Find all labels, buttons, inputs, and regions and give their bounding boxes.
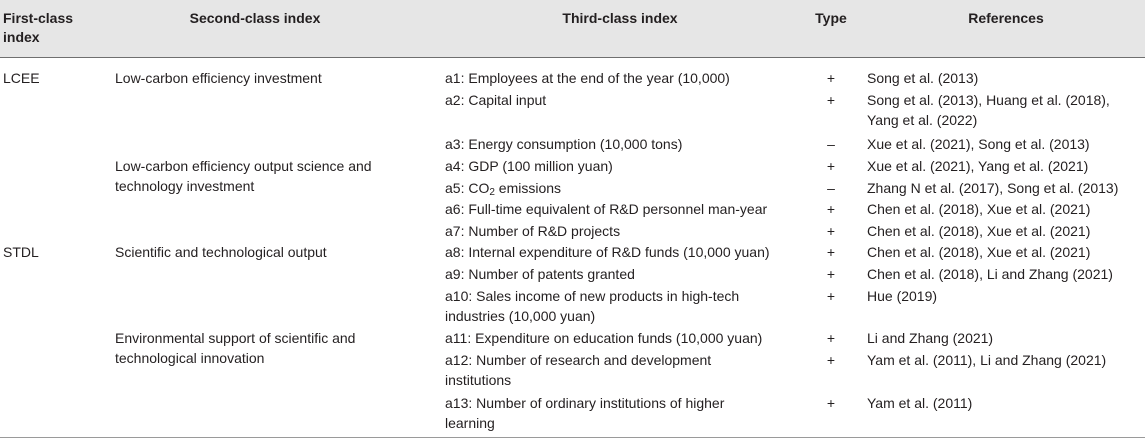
type-a7: +: [826, 223, 836, 239]
third-class-line: industries (10,000 yuan): [445, 308, 596, 324]
third-class-a12: [445, 350, 711, 390]
second-class-line: Environmental support of scientific and: [115, 330, 356, 346]
type-a6: +: [826, 201, 836, 217]
references-a11: Li and Zhang (2021): [867, 330, 994, 346]
first-class-lcee: LCEE: [3, 70, 40, 86]
third-class-line: institutions: [445, 372, 512, 388]
header-first-class-line1: First-class: [3, 10, 74, 26]
references-a7: Chen et al. (2018), Xue et al. (2021): [867, 223, 1091, 239]
third-class-line: a13: Number of ordinary institutions of higher: [445, 395, 725, 411]
third-class-a5: [445, 178, 561, 198]
second-class-line: Low-carbon efficiency output science and: [115, 158, 372, 174]
references-a5: Zhang N et al. (2017), Song et al. (2013): [867, 180, 1119, 196]
header-first-class-line2: index: [3, 29, 40, 45]
references-a12: Yam et al. (2011), Li and Zhang (2021): [867, 352, 1107, 368]
third-class-a6: a6: Full-time equivalent of R&D personnel man-year: [445, 201, 768, 217]
type-a4: +: [826, 158, 836, 174]
header-first-class: [3, 9, 73, 47]
third-class-a7: a7: Number of R&D projects: [445, 223, 621, 239]
references-a13: Yam et al. (2011): [867, 395, 973, 411]
second-class-tech-output: Scientific and technological output: [115, 244, 327, 260]
third-class-a8: a8: Internal expenditure of R&D funds (10,000 yuan): [445, 244, 770, 260]
type-a8: +: [826, 244, 836, 260]
references-a8: Chen et al. (2018), Xue et al. (2021): [867, 244, 1091, 260]
type-a10: +: [826, 288, 836, 304]
references-a2: [867, 90, 1110, 130]
type-a11: +: [826, 330, 836, 346]
type-a13: +: [826, 395, 836, 411]
second-class-line: technological innovation: [115, 350, 265, 366]
header-type: Type: [815, 10, 847, 26]
third-class-a5-subscript: 2: [489, 187, 495, 198]
second-class-low-carbon-output: [115, 156, 372, 196]
table-bottom-rule: [0, 437, 1145, 438]
references-a1: Song et al. (2013): [867, 70, 979, 86]
third-class-a1: a1: Employees at the end of the year (10,000): [445, 70, 730, 86]
reference-line: Yang et al. (2022): [867, 112, 978, 128]
references-a3: Xue et al. (2021), Song et al. (2013): [867, 136, 1090, 152]
third-class-a3: a3: Energy consumption (10,000 tons): [445, 136, 683, 152]
header-third-class: Third-class index: [562, 10, 678, 26]
third-class-line: learning: [445, 415, 495, 431]
type-a2: +: [826, 92, 836, 108]
first-class-stdl: STDL: [3, 244, 39, 260]
third-class-a5-prefix: a5: CO: [445, 180, 490, 196]
second-class-environmental-support: [115, 328, 355, 368]
references-a10: Hue (2019): [867, 288, 938, 304]
third-class-line: a10: Sales income of new products in high-tech: [445, 288, 740, 304]
third-class-line: a12: Number of research and development: [445, 352, 712, 368]
header-references: References: [968, 10, 1044, 26]
references-a4: Xue et al. (2021), Yang et al. (2021): [867, 158, 1089, 174]
references-a9: Chen et al. (2018), Li and Zhang (2021): [867, 266, 1113, 282]
type-a1: +: [826, 70, 836, 86]
type-a5: –: [827, 180, 835, 196]
header-second-class: Second-class index: [189, 10, 321, 26]
type-a3: –: [827, 136, 835, 152]
third-class-a9: a9: Number of patents granted: [445, 266, 635, 282]
second-class-low-carbon-investment: Low-carbon efficiency investment: [115, 70, 322, 86]
third-class-a5-suffix: emissions: [494, 180, 562, 196]
reference-line: Song et al. (2013), Huang et al. (2018),: [867, 92, 1110, 108]
third-class-a10: [445, 286, 739, 326]
type-a12: +: [826, 352, 836, 368]
third-class-a13: [445, 393, 724, 433]
third-class-a11: a11: Expenditure on education funds (10,000 yuan): [445, 330, 763, 346]
type-a9: +: [826, 266, 836, 282]
references-a6: Chen et al. (2018), Xue et al. (2021): [867, 201, 1091, 217]
second-class-line: technology investment: [115, 178, 255, 194]
third-class-a4: a4: GDP (100 million yuan): [445, 158, 613, 174]
third-class-a2: a2: Capital input: [445, 92, 547, 108]
